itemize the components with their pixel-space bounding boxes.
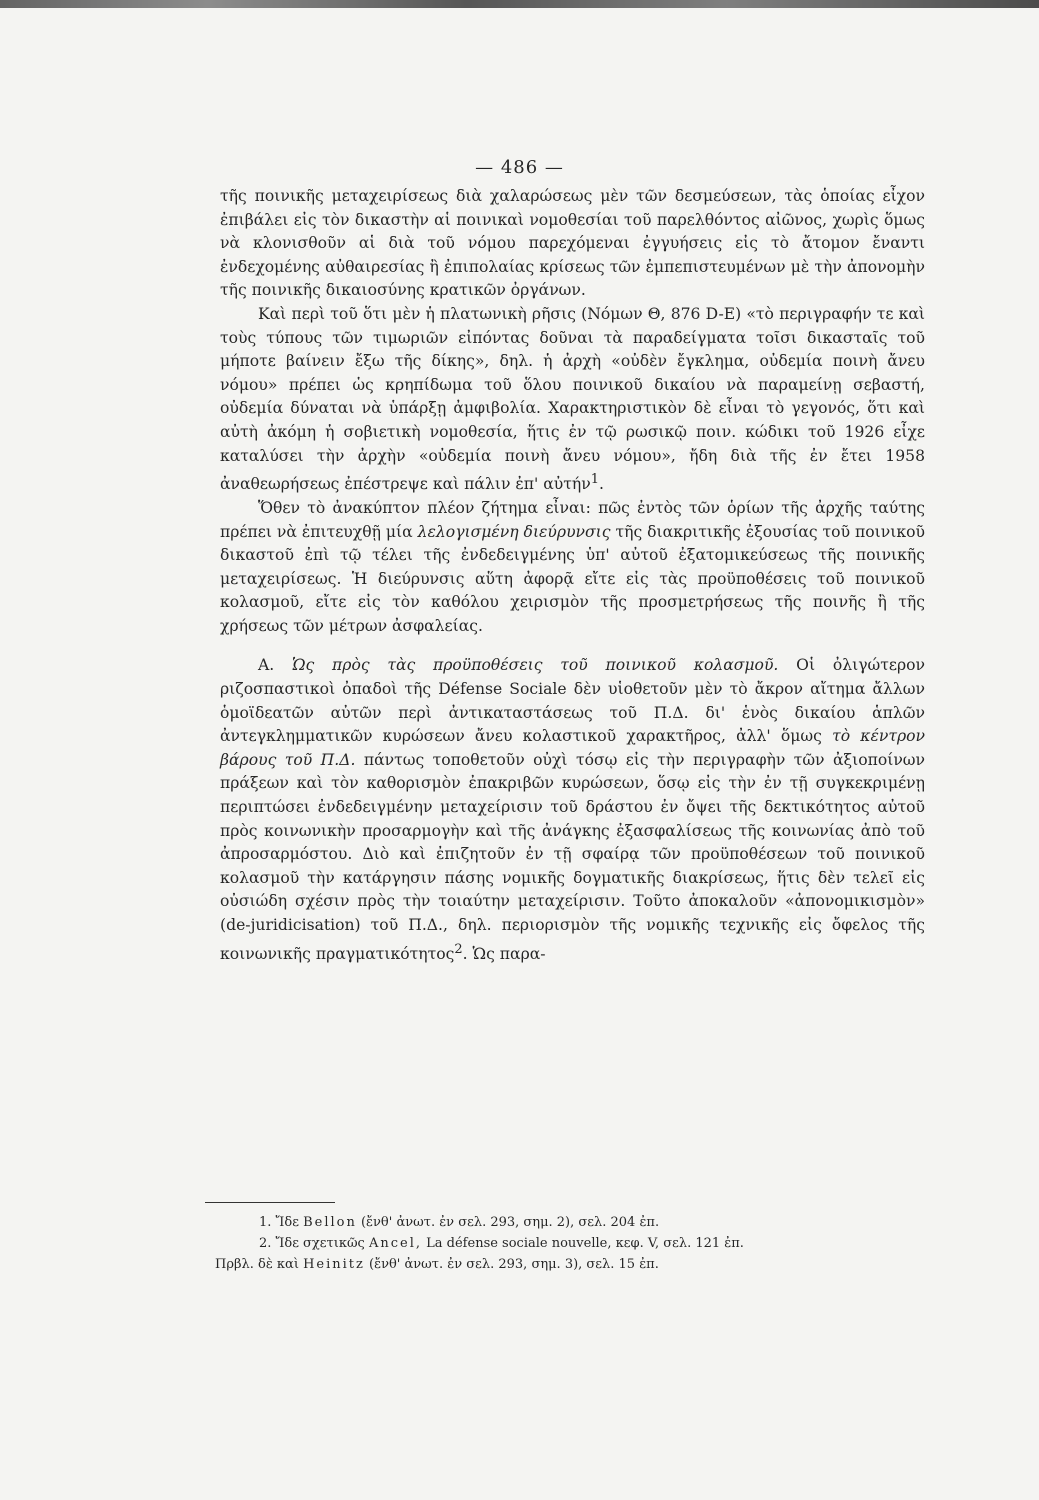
section-a-label: Α. (258, 656, 275, 675)
section-a (220, 654, 925, 966)
section-a-heading: Ὡς πρὸς τὰς προϋποθέσεις τοῦ ποινικοῦ κολασμοῦ. (291, 656, 779, 675)
footnote-ref-2: 2 (454, 941, 463, 957)
paragraph-2-text: Καὶ περὶ τοῦ ὅτι μὲν ἡ πλατωνικὴ ρῆσις (Νόμων Θ, 876 D-E) «τὸ περιγραφήν τε καὶ τοὺς τύπους τῶν τιμωριῶν εἰπόντας δοῦναι τὰ παραδείγματα τοῖσι δικασταῖς τοῦ μήποτε βαίνειν ἔξω τῆς δίκης», δηλ. ἡ ἀρχὴ «οὐδὲν ἔγκλημα, οὐδεμία ποινὴ ἄνευ νόμου» πρέπει ὡς κρηπίδωμα τοῦ ὅλου ποινικοῦ δικαίου νὰ παραμείνῃ σεβαστή, οὐδεμία δύναται νὰ ὑπάρξῃ ἀμφιβολία. Χαρακτηριστικὸν δὲ εἶναι τὸ γεγονός, ὅτι καὶ αὐτὴ ἀκόμη ἡ σοβιετικὴ νομοθεσία, ἥτις ἐν τῷ ρωσικῷ ποιν. κώδικι τοῦ 1926 εἶχε καταλύσει τὴν ἀρχὴν «οὐδεμία ποινὴ ἄνευ νόμου», ἤδη διὰ τῆς ἐν ἔτει 1958 ἀναθεωρήσεως ἐπέστρεψε καὶ πάλιν ἐπ' αὐτήν (220, 304, 925, 494)
footnote-ref-1: 1 (590, 472, 599, 488)
footnotes (215, 1212, 915, 1275)
footnote-1-author: Bellon (303, 1215, 357, 1230)
main-text (220, 185, 925, 966)
footnote-3-ref: (ἔνθ' ἀνωτ. ἐν σελ. 293, σημ. 3), σελ. 15 ἐπ. (369, 1257, 659, 1272)
paragraph-1: τῆς ποινικῆς μεταχειρίσεως διὰ χαλαρώσεως μὲν τῶν δεσμεύσεων, τὰς ὁποίας εἶχον ἐπιβάλει εἰς τὸν δικαστὴν αἱ ποινικαὶ νομοθεσίαι τοῦ παρελθόντος αἰῶνος, χωρὶς ὅμως νὰ κλονισθοῦν αἱ διὰ τοῦ νόμου παρεχόμεναι ἐγγυήσεις εἰς τὸ ἄτομον ἔναντι ἐνδεχομένης αὐθαιρεσίας ἢ ἐπιπολαίας κρίσεως τῶν ἐμπεπιστευμένων μὲ τὴν ἀπονομὴν τῆς ποινικῆς δικαιοσύνης κρατικῶν ὀργάνων. (220, 187, 925, 300)
footnote-2-ref: La défense sociale nouvelle, κεφ. V, σελ. 121 ἐπ. (426, 1236, 744, 1251)
footnote-2-lead: 2. Ἴδε σχετικῶς (259, 1236, 365, 1251)
footnote-1-ref: (ἔνθ' ἀνωτ. ἐν σελ. 293, σημ. 2), σελ. 204 ἐπ. (360, 1215, 660, 1230)
paragraph-3-text: Ὅθεν τὸ ἀνακύπτον πλέον ζήτημα εἶναι: πῶς ἐντὸς τῶν ὁρίων τῆς ἀρχῆς ταύτης πρέπει νὰ ἐπιτευχθῇ μία (220, 498, 925, 541)
footnote-3-lead: Πρβλ. δὲ καὶ (215, 1257, 299, 1272)
section-a-end: . Ὡς παρα- (462, 944, 546, 963)
footnote-1 (215, 1212, 915, 1233)
paragraph-3-rest: τῆς διακριτικῆς ἐξουσίας τοῦ ποινικοῦ δικαστοῦ ἐπὶ τῷ τέλει τῆς ἐνδεδειγμένης ὑπ' αὐτοῦ ἐξατομικεύσεως τῆς ποινικῆς μεταχειρίσεως. Ἡ διεύρυνσις αὕτη ἀφορᾷ εἴτε εἰς τὰς προϋποθέσεις τοῦ ποινικοῦ κολασμοῦ, εἴτε εἰς τὸν καθόλου χειρισμὸν τῆς προσμετρήσεως τῆς ποινῆς ἢ τῆς χρήσεως τῶν μέτρων ἀσφαλείας. (220, 522, 925, 635)
section-a-emphasis: τὸ κέντρον βάρους τοῦ Π.Δ. (220, 727, 925, 769)
footnote-3-author: Heinitz (303, 1257, 365, 1272)
section-a-text-2: πάντως τοποθετοῦν οὐχὶ τόσῳ εἰς τὴν περιγραφὴν τῶν ἀξιοποίνων πράξεων καὶ τὸν καθορισμὸν ἐπακριβῶν κυρώσεων, ὅσῳ εἰς τὴν ἐν τῇ συγκεκριμένῃ περιπτώσει ἐνδεδειγμένην μεταχείρισιν τοῦ δράστου ἐν ὄψει τῆς δεκτικότητος αὐτοῦ πρὸς κοινωνικὴν προσαρμογὴν καὶ τῆς ἀνάγκης ἐξασφαλίσεως τῆς κοινωνίας ἀπὸ τοῦ ἀπροσαρμόστου. Διὸ καὶ ἐπιζητοῦν ἐν τῇ σφαίρᾳ τῶν προϋποθέσεων τοῦ ποινικοῦ κολασμοῦ τὴν κατάργησιν πάσης νομικῆς δογματικῆς διακρίσεως, ἥτις δὲν τελεῖ εἰς οὐσιώδη σχέσιν πρὸς τὴν τοιαύτην μεταχείρισιν. Τοῦτο ἀποκαλοῦν «ἀπονομικισμὸν» (de-juridicisation) τοῦ Π.Δ., δηλ. περιορισμὸν τῆς νομικῆς τεχνικῆς εἰς ὄφελος τῆς κοινωνικῆς πραγματικότητος (220, 750, 926, 963)
page-number: — 486 — (475, 157, 564, 178)
footnote-2 (215, 1233, 915, 1254)
footnote-divider (205, 1202, 335, 1203)
paragraph-3-emphasis: λελογισμένη διεύρυνσις (417, 522, 611, 541)
footnote-1-lead: 1. Ἴδε (259, 1215, 299, 1230)
scan-top-edge (0, 0, 1039, 8)
section-a-text-1: Οἱ ὀλιγώτερον ριζοσπαστικοὶ ὀπαδοὶ τῆς Défense Sociale δὲν υἱοθετοῦν μὲν τὸ ἄκρον αἴτημα ἄλλων ὁμοϊδεατῶν αὐτῶν περὶ ἀντικαταστάσεως τοῦ Π.Δ. δι' ἑνὸς δικαίου ἁπλῶν ἀντεγκλημματικῶν κυρώσεων ἄνευ κολαστικοῦ χαρακτῆρος, ἀλλ' ὅμως (220, 656, 925, 746)
footnote-2-author: Ancel, (368, 1236, 423, 1251)
paragraph-3 (220, 497, 925, 639)
paragraph-2: Καὶ περὶ τοῦ ὅτι μὲν ἡ πλατωνικὴ ρῆσις (Νόμων Θ, 876 D-E) «τὸ περιγραφήν τε καὶ τοὺς τύπους τῶν τιμωριῶν εἰπόντας δοῦναι τὰ παραδείγματα τοῖσι δικασταῖς τοῦ μήποτε βαίνειν ἔξω τῆς δίκης», δηλ. ἡ ἀρχὴ «οὐδὲν ἔγκλημα, οὐδεμία ποινὴ ἄνευ νόμου» πρέπει ὡς κρηπίδωμα τοῦ ὅλου ποινικοῦ δικαίου νὰ παραμείνῃ σεβαστή, οὐδεμία δύναται νὰ ὑπάρξῃ ἀμφιβολία. Χαρακτηριστικὸν δὲ εἶναι τὸ γεγονός, ὅτι καὶ αὐτὴ ἀκόμη ἡ σοβιετικὴ νομοθεσία, ἥτις ἐν τῷ ρωσικῷ ποιν. κώδικι τοῦ 1926 εἶχε καταλύσει τὴν ἀρχὴν «οὐδεμία ποινὴ ἄνευ νόμου», ἤδη διὰ τῆς ἐν ἔτει 1958 ἀναθεωρήσεως ἐπέστρεψε καὶ πάλιν ἐπ' αὐτήν$^1$. (220, 304, 925, 494)
footnote-2-cont (215, 1254, 915, 1275)
